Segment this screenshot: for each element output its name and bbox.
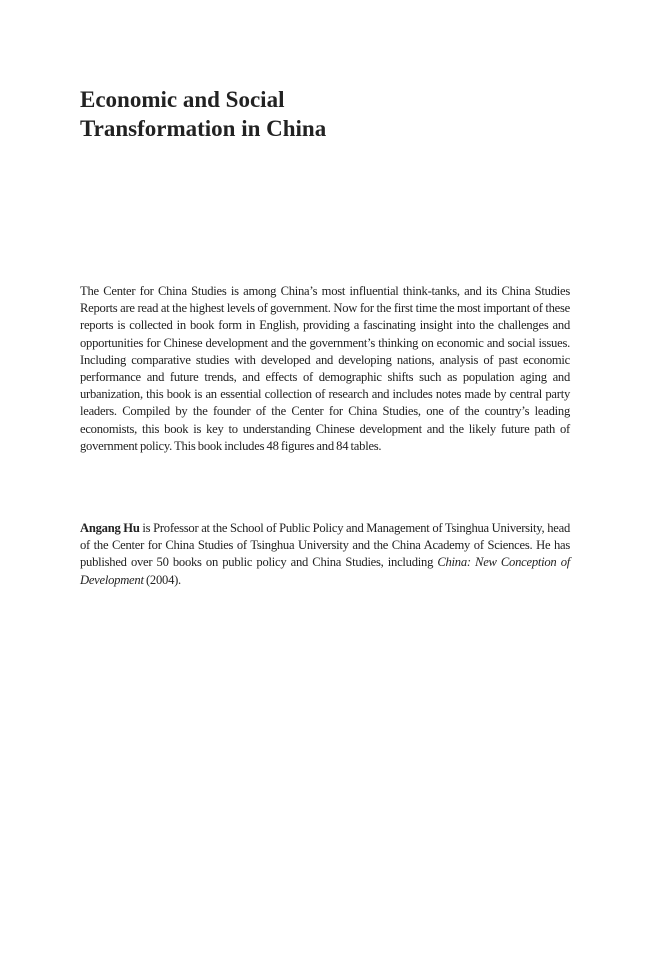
book-description: The Center for China Studies is among China’s most influential think-tanks, and its China Studies Reports are read at the highest levels of government. Now for the first time the most important of these reports is collected in book form in English, providing a fascinating insight into the challenges and opportunities for Chinese development and the government’s thinking on economic and social issues. Including comparative studies with developed and developing nations, analysis of past economic performance and future trends, and effects of demographic shifts such as population aging and urbanization, this book is an essential collection of research and includes notes made by central party leaders. Compiled by the founder of the Center for China Studies, one of the country’s leading economists, this book is key to understanding Chinese development and the likely future path of government policy. This book includes 48 figures and 84 tables. <box>80 284 570 453</box>
author-name: Angang Hu <box>80 521 140 535</box>
author-bio-text-end: (2004). <box>143 572 181 587</box>
author-bio-text: is Professor at the School of Public Policy and Management of Tsinghua University, head of the Center for China Studies of Tsinghua University and the China Academy of Sciences. He has published over 50 books on public policy and China Studies, including <box>80 521 570 570</box>
referenced-book-title: China: New Conception of Development <box>80 555 570 587</box>
book-title-line-2: Transformation in China <box>80 116 327 141</box>
book-title-line-1: Economic and Social <box>80 87 285 112</box>
book-title <box>80 85 580 143</box>
author-bio <box>80 520 570 589</box>
